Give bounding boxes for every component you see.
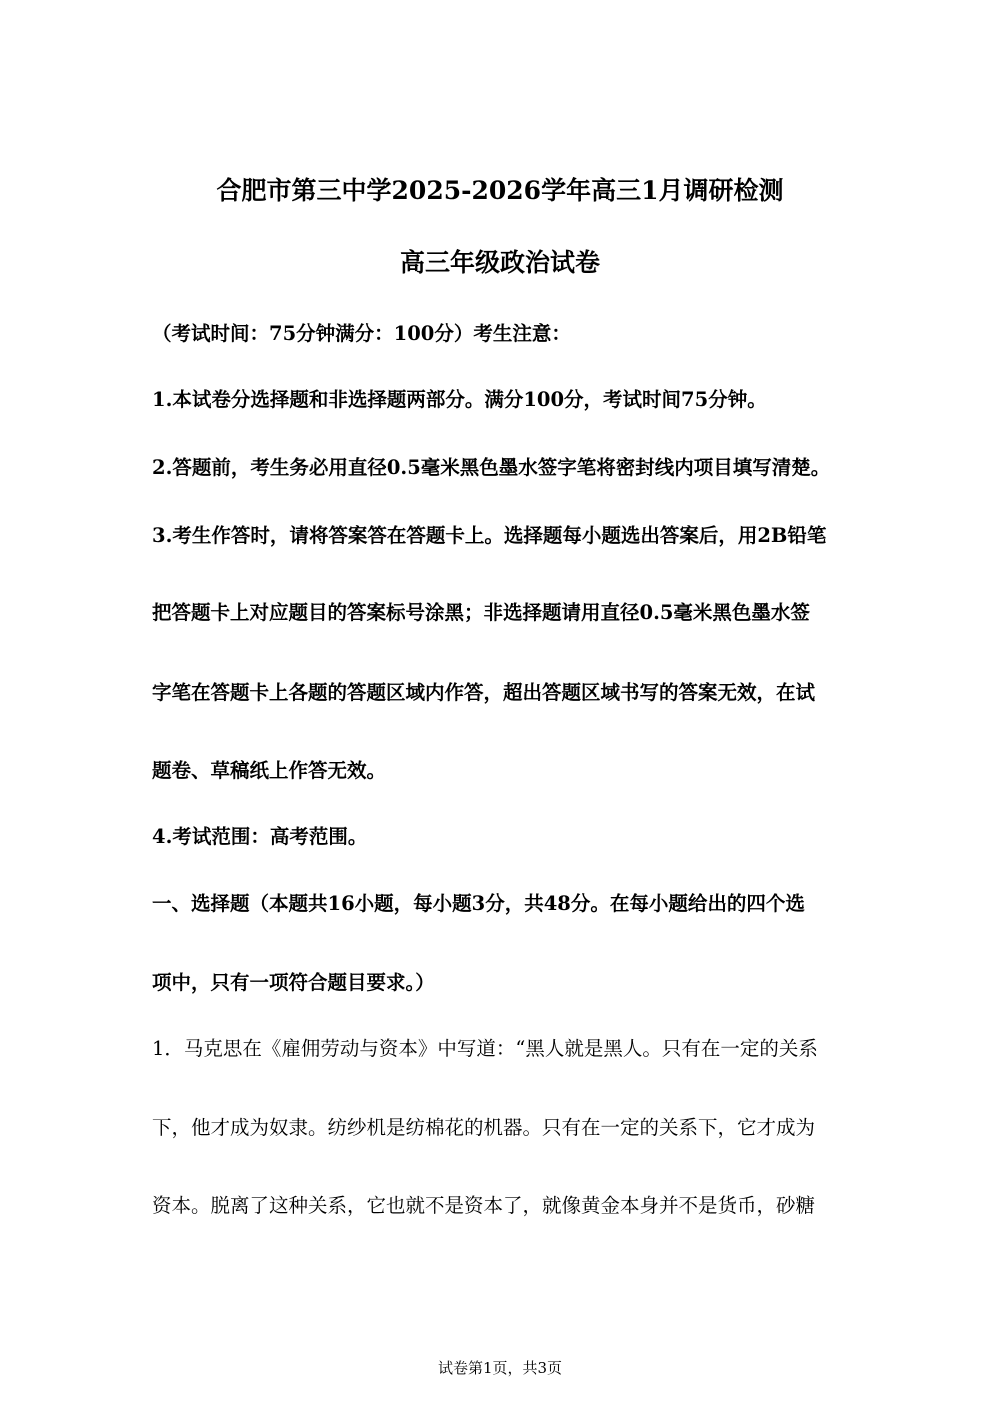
page-footer: 试卷第1页，共3页 <box>437 1359 563 1377</box>
question-1-line-2: 下，他才成为奴隶。纺纱机是纺棉花的机器。只有在一定的关系下，它才成为 <box>152 1116 816 1139</box>
notice-3-line-2: 把答题卡上对应题目的答案标号涂黑；非选择题请用直径0.5毫米黑色墨水签 <box>152 601 810 624</box>
notice-4: 4.考试范围：高考范围。 <box>152 825 368 848</box>
notice-3-line-4: 题卷、草稿纸上作答无效。 <box>152 759 387 782</box>
exam-info: （考试时间：75分钟满分：100分）考生注意： <box>152 322 571 345</box>
notice-1: 1.本试卷分选择题和非选择题两部分。满分100分，考试时间75分钟。 <box>152 388 767 411</box>
page-title: 合肥市第三中学2025-2026学年高三1月调研检测 <box>216 176 784 205</box>
notice-2: 2.答题前，考生务必用直径0.5毫米黑色墨水签字笔将密封线内项目填写清楚。 <box>152 456 831 479</box>
question-1-line-1: 1．马克思在《雇佣劳动与资本》中写道：“黑人就是黑人。只有在一定的关系 <box>152 1037 818 1060</box>
question-1-line-3: 资本。脱离了这种关系，它也就不是资本了，就像黄金本身并不是货币，砂糖 <box>152 1194 816 1217</box>
notice-3-line-3: 字笔在答题卡上各题的答题区域内作答，超出答题区域书写的答案无效，在试 <box>152 681 816 704</box>
notice-3-line-1: 3.考生作答时，请将答案答在答题卡上。选择题每小题选出答案后，用2B铅笔 <box>152 524 827 547</box>
section-heading-line-1: 一、选择题（本题共16小题，每小题3分，共48分。在每小题给出的四个选 <box>152 892 805 915</box>
section-heading-line-2: 项中，只有一项符合题目要求。） <box>152 971 435 994</box>
page-subtitle: 高三年级政治试卷 <box>399 248 600 277</box>
